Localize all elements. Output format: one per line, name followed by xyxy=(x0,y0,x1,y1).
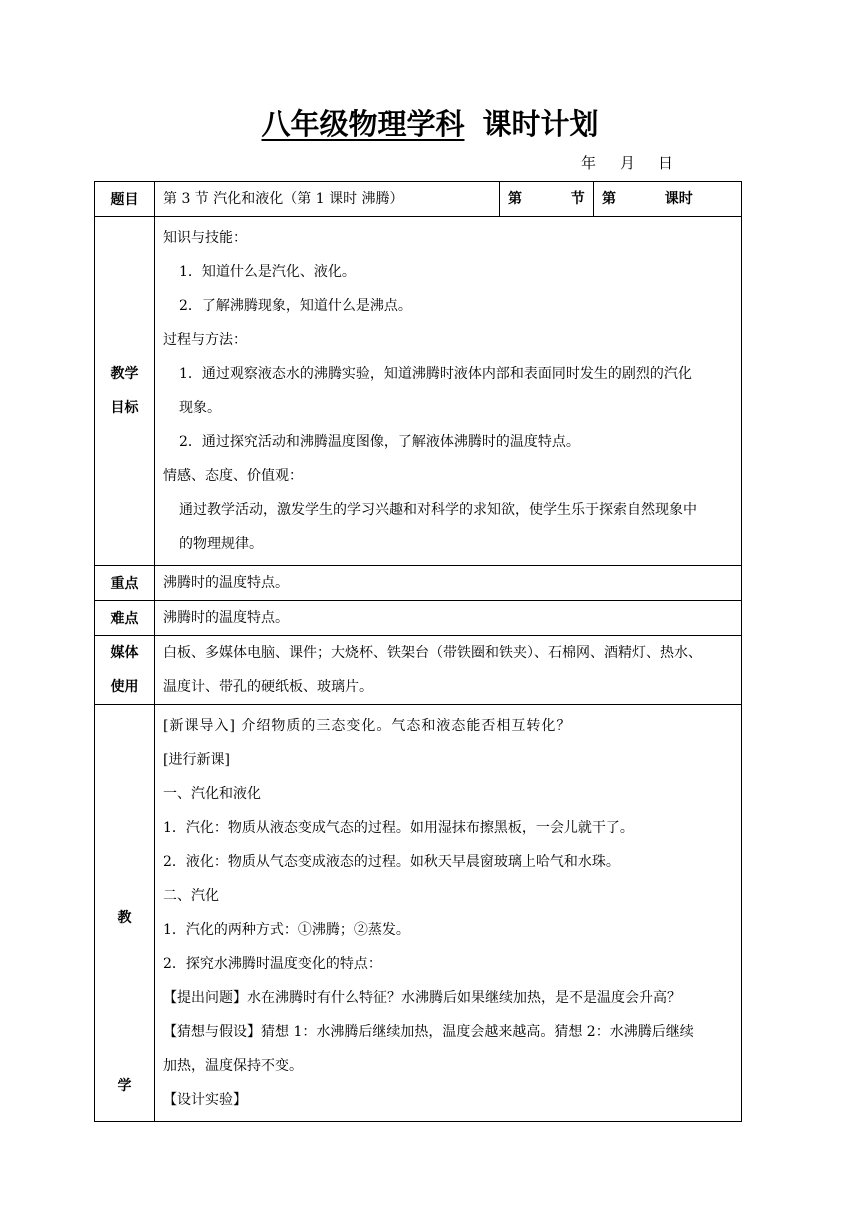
objective-line: 情感、态度、价值观： xyxy=(163,468,303,484)
objective-line: 知识与技能： xyxy=(163,230,247,246)
section-label: 第 节 xyxy=(500,182,594,217)
title-subject: 八年级物理学科 xyxy=(261,107,465,141)
topic-label: 题目 xyxy=(95,182,155,217)
key-point-row xyxy=(95,566,742,601)
media-row xyxy=(95,636,742,705)
objective-line: 2．通过探究活动和沸腾温度图像，了解液体沸腾时的温度特点。 xyxy=(179,434,580,450)
objective-line: 1．知道什么是汽化、液化。 xyxy=(179,264,356,280)
teaching-line: 【猜想与假设】猜想 1：水沸腾后继续加热，温度会越来越高。猜想 2：水沸腾后继续 xyxy=(163,1024,694,1040)
media-line: 温度计、带孔的硬纸板、玻璃片。 xyxy=(163,679,373,695)
lesson-plan-table xyxy=(94,181,742,1122)
difficulty-row xyxy=(95,601,742,636)
teaching-line: 1．汽化的两种方式：①沸腾；②蒸发。 xyxy=(163,922,410,938)
title-rest: 课时计划 xyxy=(482,107,599,141)
teaching-row xyxy=(95,705,742,1122)
header-row xyxy=(95,182,742,217)
topic-value: 第 3 节 汽化和液化（第 1 课时 沸腾） xyxy=(155,182,500,217)
objective-line: 的物理规律。 xyxy=(179,536,263,552)
date-month: 月 xyxy=(620,154,636,172)
teaching-line: [进行新课] xyxy=(163,752,230,768)
lesson-label: 第 课时 xyxy=(594,182,742,217)
teaching-line: 【设计实验】 xyxy=(163,1092,247,1108)
objectives-row xyxy=(95,217,742,566)
key-point-label: 重点 xyxy=(95,566,155,601)
media-label: 媒体 使用 xyxy=(95,636,155,705)
objectives-content xyxy=(155,217,742,566)
teaching-line: 2．液化：物质从气态变成液态的过程。如秋天早晨窗玻璃上哈气和水珠。 xyxy=(163,854,620,870)
date-day: 日 xyxy=(658,154,674,172)
teaching-content xyxy=(155,705,742,1122)
objective-line: 通过教学活动，激发学生的学习兴趣和对科学的求知欲，使学生乐于探索自然现象中 xyxy=(179,502,697,518)
teaching-line: 1．汽化：物质从液态变成气态的过程。如用湿抹布擦黑板，一会儿就干了。 xyxy=(163,820,634,836)
difficulty-value: 沸腾时的温度特点。 xyxy=(155,601,742,636)
media-line: 白板、多媒体电脑、课件；大烧杯、铁架台（带铁圈和铁夹）、石棉网、酒精灯、热水、 xyxy=(163,645,702,661)
page-title xyxy=(0,104,860,144)
objective-line: 2．了解沸腾现象，知道什么是沸点。 xyxy=(179,298,412,314)
teaching-line: 加热，温度保持不变。 xyxy=(163,1058,303,1074)
teaching-label: 教 学 xyxy=(95,705,155,1122)
teaching-line: [新课导入] 介绍物质的三态变化。气态和液态能否相互转化？ xyxy=(163,718,572,734)
key-point-value: 沸腾时的温度特点。 xyxy=(155,566,742,601)
teaching-line: 【提出问题】水在沸腾时有什么特征？水沸腾后如果继续加热，是不是温度会升高？ xyxy=(163,990,681,1006)
teaching-line: 2．探究水沸腾时温度变化的特点： xyxy=(163,956,382,972)
teaching-line: 一、汽化和液化 xyxy=(163,786,261,802)
objective-line: 1．通过观察液态水的沸腾实验，知道沸腾时液体内部和表面同时发生的剧烈的汽化 xyxy=(179,366,692,382)
objectives-label: 教学 目标 xyxy=(95,217,155,566)
media-content xyxy=(155,636,742,705)
objective-line: 现象。 xyxy=(179,400,221,416)
objective-line: 过程与方法： xyxy=(163,332,247,348)
teaching-line: 二、汽化 xyxy=(163,888,219,904)
difficulty-label: 难点 xyxy=(95,601,155,636)
date-year: 年 xyxy=(581,154,597,172)
